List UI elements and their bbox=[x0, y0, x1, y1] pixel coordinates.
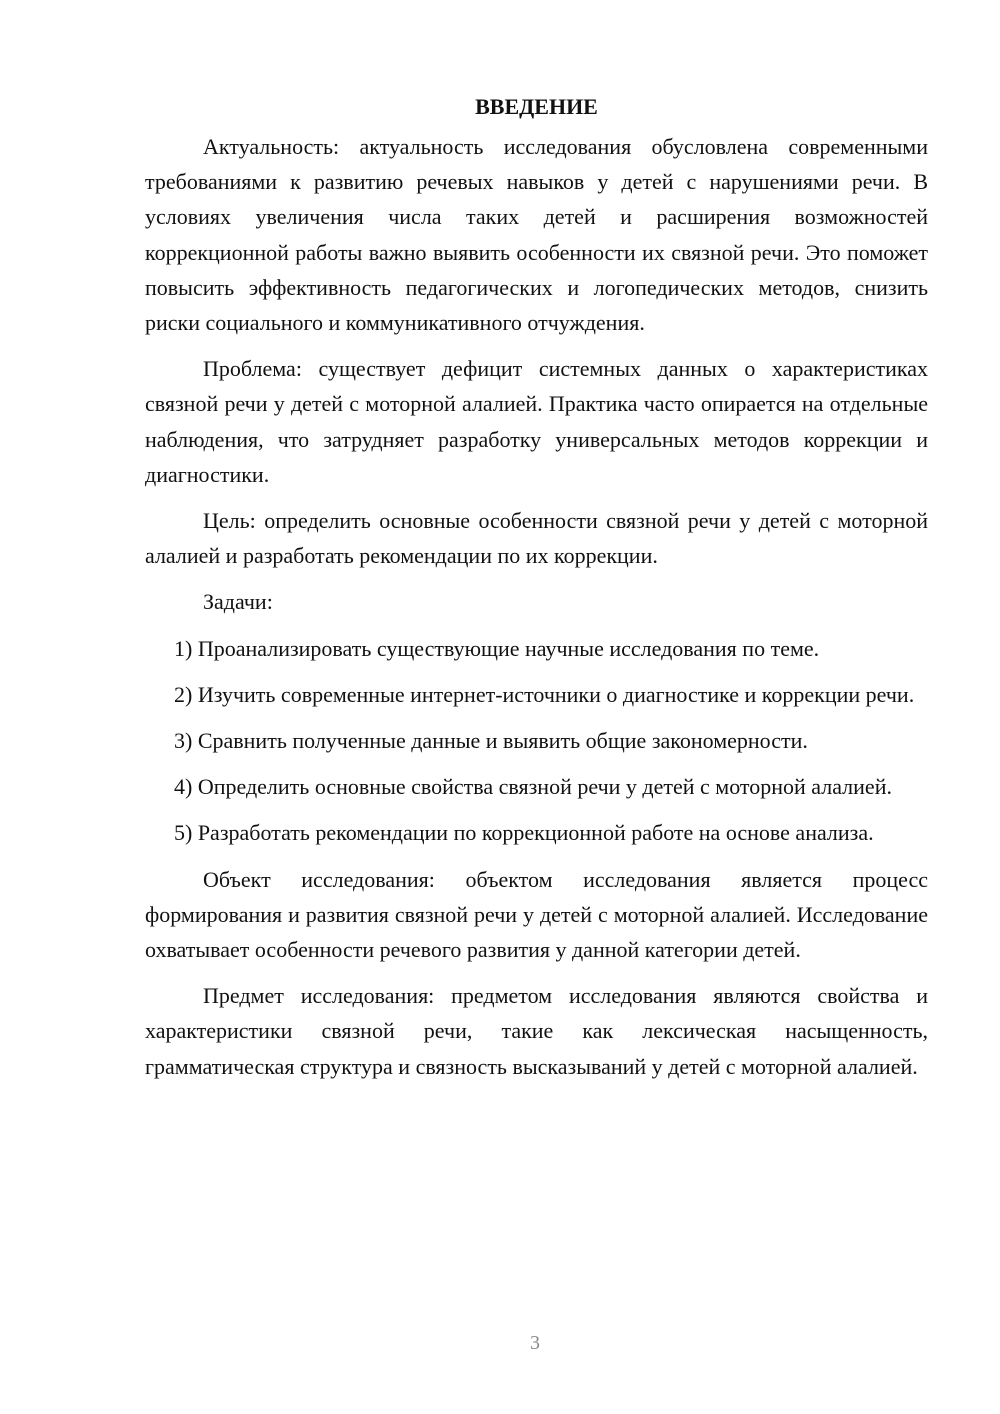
paragraph-subject: Предмет исследования: предметом исследования являются свойства и характеристики связной речи, такие как лексическая насыщенность, грамматическая структура и связность высказываний у детей с моторной алалией. bbox=[145, 983, 928, 1079]
task-item-2: 2) Изучить современные интернет-источники о диагностике и коррекции речи. bbox=[174, 681, 915, 707]
task-item-4: 4) Определить основные свойства связной речи у детей с моторной алалией. bbox=[174, 774, 892, 800]
tasks-label: Задачи: bbox=[203, 589, 273, 615]
section-title: ВВЕДЕНИЕ bbox=[475, 94, 598, 119]
document-page bbox=[145, 92, 928, 1095]
paragraph-object: Объект исследования: объектом исследования является процесс формирования и развития связной речи у детей с моторной алалией. Исследование охватывает особенности речевого развития у данной категории детей. bbox=[145, 866, 928, 963]
paragraph-goal: Цель: определить основные особенности связной речи у детей с моторной алалией и разработать рекомендации по их коррекции. bbox=[145, 508, 928, 569]
page-number: 3 bbox=[530, 1332, 540, 1354]
task-item-3: 3) Сравнить полученные данные и выявить общие закономерности. bbox=[174, 728, 808, 754]
paragraph-relevance: Актуальность: актуальность исследования обусловлена современными требованиями к развитию речевых навыков у детей с нарушениями речи. В условиях увеличения числа таких детей и расширения возможностей коррекционной работы важно выявить особенности их связной речи. Это поможет повысить эффективность педагогических и логопедических методов, снизить риски социального и коммуникативного отчуждения. bbox=[145, 134, 928, 336]
task-item-1: 1) Проанализировать существующие научные исследования по теме. bbox=[174, 635, 820, 661]
task-item-5: 5) Разработать рекомендации по коррекционной работе на основе анализа. bbox=[174, 820, 874, 846]
paragraph-problem: Проблема: существует дефицит системных данных о характеристиках связной речи у детей с моторной алалией. Практика часто опирается на отдельные наблюдения, что затрудняет разработку универсальных методов коррекции и диагностики. bbox=[145, 356, 928, 487]
